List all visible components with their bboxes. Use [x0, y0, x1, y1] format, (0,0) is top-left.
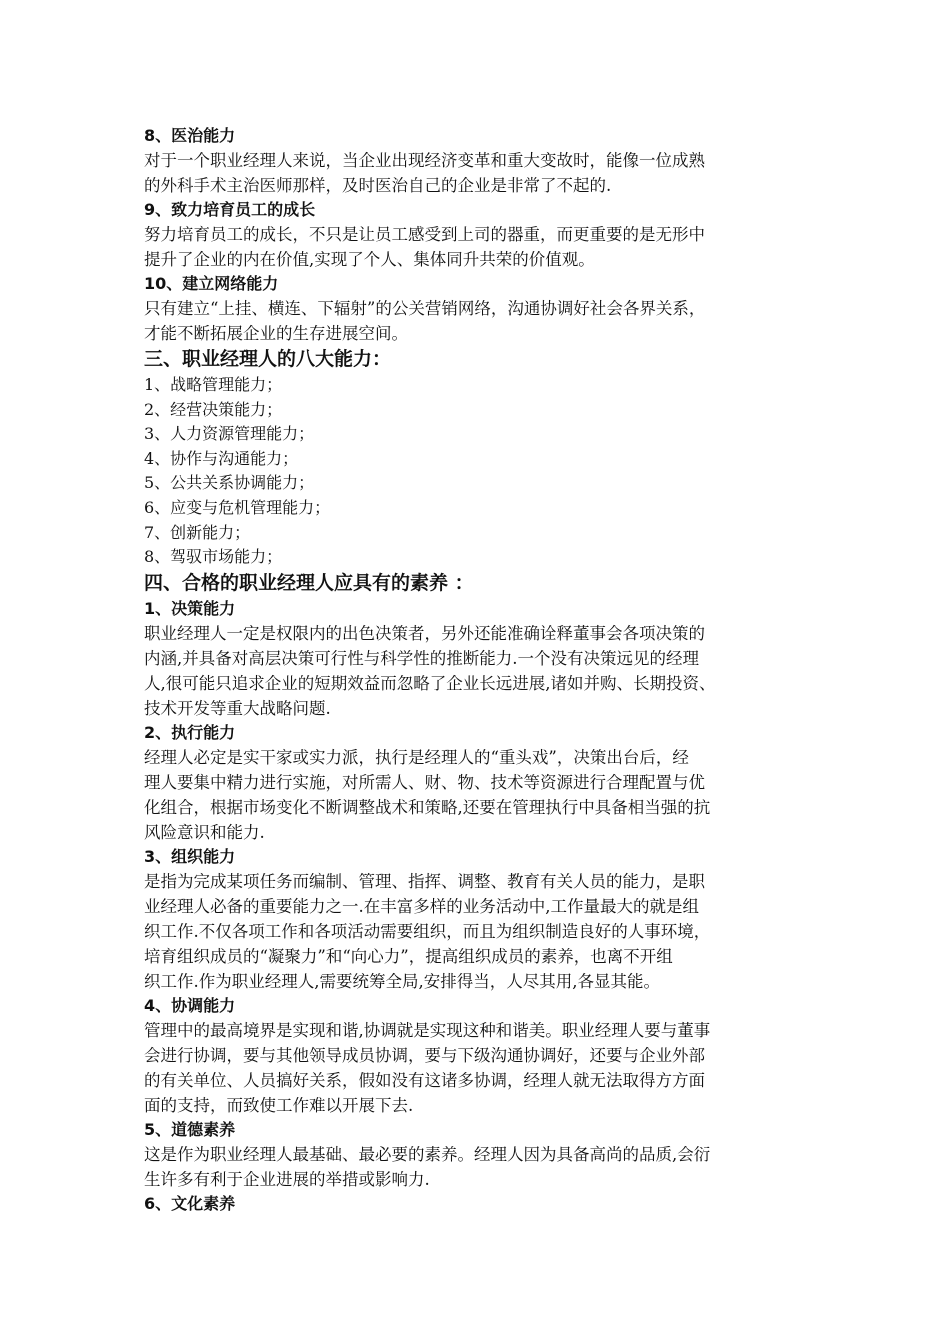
paragraph-line: 生许多有利于企业进展的举措或影响力.: [144, 1169, 430, 1189]
quality-item-6: [144, 1192, 834, 1216]
item-heading: 6、文化素养: [144, 1193, 236, 1213]
paragraph-line: 才能不断拓展企业的生存进展空间。: [144, 324, 408, 343]
list-item: 8、驾驭市场能力；: [144, 547, 283, 567]
list-item: 4、协作与沟通能力；: [144, 448, 299, 468]
item-paragraph: [144, 1018, 834, 1118]
item-heading: 4、协调能力: [144, 995, 236, 1015]
item-paragraph: [144, 296, 834, 346]
item-paragraph: [144, 1142, 834, 1192]
paragraph-line: 是指为完成某项任务而编制、管理、指挥、调整、教育有关人员的能力，是职: [144, 871, 705, 891]
paragraph-line: 管理中的最高境界是实现和谐,协调就是实现这种和谐美。职业经理人要与董事: [144, 1020, 711, 1040]
paragraph-line: 织工作.不仅各项工作和各项活动需要组织，而且为组织制造良好的人事环境，: [144, 921, 711, 941]
quality-item-5: [144, 1118, 834, 1192]
ability-item-9: [144, 198, 834, 272]
paragraph-line: 风险意识和能力.: [144, 822, 265, 842]
item-heading: 5、道德素养: [144, 1119, 236, 1139]
list-item: 7、创新能力；: [144, 522, 251, 542]
section-3-title: 三、职业经理人的八大能力：: [144, 348, 392, 370]
quality-item-3: [144, 845, 834, 994]
ability-item-10: [144, 272, 834, 346]
item-paragraph: [144, 621, 834, 721]
paragraph-line: 业经理人必备的重要能力之一.在丰富多样的业务活动中,工作量最大的就是组: [144, 896, 699, 916]
paragraph-line: 对于一个职业经理人来说，当企业出现经济变革和重大变故时，能像一位成熟: [144, 151, 705, 170]
list-item: 2、经营决策能力；: [144, 399, 283, 419]
paragraph-line: 内涵,并具备对高层决策可行性与科学性的推断能力.一个没有决策远见的经理: [144, 648, 699, 668]
list-item: 6、应变与危机管理能力；: [144, 497, 331, 517]
item-heading: 1、决策能力: [144, 598, 236, 618]
quality-item-1: [144, 597, 834, 721]
paragraph-line: 只有建立“上挂、横连、下辐射”的公关营销网络，沟通协调好社会各界关系，: [144, 299, 706, 318]
section-4-title: 四、合格的职业经理人应具有的素养 ：: [144, 571, 474, 594]
paragraph-line: 理人要集中精力进行实施，对所需人、财、物、技术等资源进行合理配置与优: [144, 772, 705, 792]
section-3-list: [144, 373, 834, 570]
item-heading: 9、致力培育员工的成长: [144, 200, 316, 219]
paragraph-line: 职业经理人一定是权限内的出色决策者，另外还能准确诠释董事会各项决策的: [144, 623, 705, 643]
paragraph-line: 提升了企业的内在价值,实现了个人、集体同升共荣的价值观。: [144, 250, 595, 269]
paragraph-line: 经理人必定是实干家或实力派，执行是经理人的“重头戏”，决策出台后，经: [144, 747, 689, 767]
item-paragraph: [144, 869, 834, 994]
paragraph-line: 织工作.作为职业经理人,需要统筹全局,安排得当，人尽其用,各显其能。: [144, 971, 660, 991]
ability-item-8: [144, 124, 834, 198]
list-item: 5、公共关系协调能力；: [144, 473, 315, 493]
paragraph-line: 技术开发等重大战略问题.: [144, 698, 331, 718]
document-content: [144, 124, 834, 1216]
paragraph-line: 的外科手术主治医师那样，及时医治自己的企业是非常了不起的.: [144, 176, 612, 195]
paragraph-line: 面的支持，而致使工作难以开展下去.: [144, 1095, 414, 1115]
paragraph-line: 会进行协调，要与其他领导成员协调，要与下级沟通协调好，还要与企业外部: [144, 1045, 705, 1065]
item-paragraph: [144, 222, 834, 272]
item-heading: 8、医治能力: [144, 126, 236, 145]
paragraph-line: 人,很可能只追求企业的短期效益而忽略了企业长远进展,诸如并购、长期投资、: [144, 673, 716, 693]
paragraph-line: 化组合，根据市场变化不断调整战术和策略,还要在管理执行中具备相当强的抗: [144, 797, 711, 817]
item-paragraph: [144, 148, 834, 198]
quality-item-4: [144, 994, 834, 1118]
paragraph-line: 的有关单位、人员搞好关系，假如没有这诸多协调，经理人就无法取得方方面: [144, 1070, 705, 1090]
list-item: 3、人力资源管理能力；: [144, 424, 315, 444]
item-heading: 3、组织能力: [144, 846, 236, 866]
quality-item-2: [144, 721, 834, 845]
item-heading: 10、建立网络能力: [144, 274, 279, 293]
list-item: 1、战略管理能力；: [144, 375, 283, 394]
item-heading: 2、执行能力: [144, 722, 236, 742]
paragraph-line: 努力培育员工的成长，不只是让员工感受到上司的器重，而更重要的是无形中: [144, 225, 705, 244]
paragraph-line: 培育组织成员的“凝聚力”和“向心力”，提高组织成员的素养，也离不开组: [144, 946, 673, 966]
item-paragraph: [144, 745, 834, 845]
paragraph-line: 这是作为职业经理人最基础、最必要的素养。经理人因为具备高尚的品质,会衍: [144, 1144, 711, 1164]
